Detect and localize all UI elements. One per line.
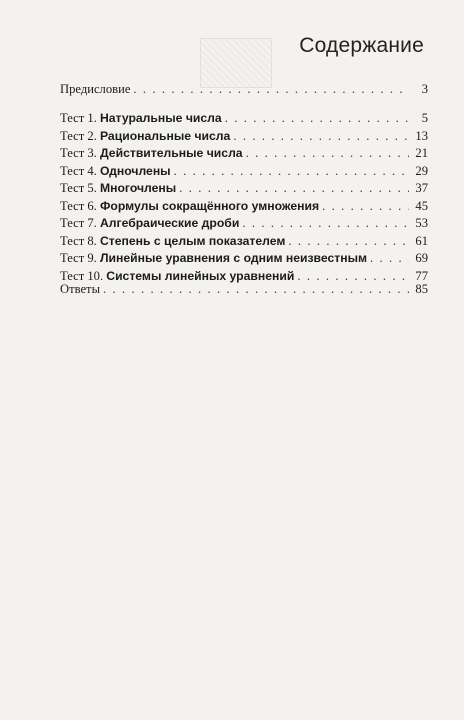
- test-title: Алгебраические дроби: [99, 216, 240, 230]
- toc-row-test-5: [60, 181, 428, 199]
- test-number: Тест 9.: [60, 251, 97, 265]
- leader-dots: [174, 164, 409, 179]
- toc-page-number: 69: [415, 251, 428, 265]
- toc-tests: [60, 111, 428, 286]
- toc-preface: [60, 82, 428, 100]
- leader-dots: [370, 251, 409, 266]
- toc-row: [60, 282, 428, 300]
- toc-answers: [60, 282, 428, 300]
- leader-dots: [233, 129, 409, 144]
- test-title: Рациональные числа: [99, 128, 231, 143]
- test-title: Одночлены: [99, 163, 171, 178]
- show-through-text: [95, 330, 395, 341]
- toc-row: [60, 82, 428, 100]
- test-number: Тест 4.: [60, 163, 97, 178]
- test-title: Натуральные числа: [99, 111, 222, 125]
- test-title: Системы линейных уравнений: [106, 268, 295, 283]
- toc-page-number: 5: [421, 111, 428, 125]
- test-title: Формулы сокращённого умножения: [99, 198, 320, 213]
- test-number: Тест 10.: [60, 268, 104, 283]
- test-number: Тест 2.: [60, 128, 97, 143]
- leader-dots: [225, 111, 409, 126]
- test-title: Многочлены: [99, 181, 177, 195]
- test-number: Тест 7.: [60, 216, 97, 230]
- show-through-image: [200, 38, 272, 88]
- page-title: Содержание: [299, 34, 424, 57]
- toc-page-number: 61: [415, 233, 428, 248]
- toc-row-test-2: [60, 129, 428, 147]
- toc-row-test-1: [60, 111, 428, 129]
- test-title: Действительные числа: [99, 146, 243, 160]
- test-number: Тест 1.: [60, 111, 97, 125]
- test-number: Тест 5.: [60, 181, 97, 195]
- toc-page-number: 53: [415, 216, 428, 230]
- leader-dots: [133, 82, 409, 97]
- toc-row-test-8: [60, 234, 428, 252]
- test-number: Тест 6.: [60, 198, 97, 213]
- test-title: Линейные уравнения с одним неизвестным: [99, 251, 368, 265]
- test-number: Тест 3.: [60, 146, 97, 160]
- toc-page-number: 29: [415, 163, 428, 178]
- toc-page-number: 21: [415, 146, 428, 160]
- toc-entry-label: Ответы: [60, 282, 101, 296]
- toc-page-number: 13: [415, 128, 428, 143]
- toc-page-number: 85: [415, 282, 428, 296]
- toc-page-number: 37: [415, 181, 428, 195]
- toc-entry-label: Предисловие: [60, 82, 131, 96]
- leader-dots: [288, 234, 409, 249]
- leader-dots: [246, 146, 409, 161]
- toc-row-test-9: [60, 251, 428, 269]
- test-title: Степень с целым показателем: [99, 233, 286, 248]
- toc-page-number: 45: [415, 198, 428, 213]
- toc-row-test-3: [60, 146, 428, 164]
- test-number: Тест 8.: [60, 233, 97, 248]
- toc-page-number: 77: [415, 268, 428, 283]
- leader-dots: [179, 181, 409, 196]
- toc-row-test-6: [60, 199, 428, 217]
- leader-dots: [242, 216, 409, 231]
- leader-dots: [322, 199, 409, 214]
- toc-row-test-4: [60, 164, 428, 182]
- toc-row-test-7: [60, 216, 428, 234]
- toc-page-number: 3: [421, 82, 428, 96]
- leader-dots: [103, 282, 409, 297]
